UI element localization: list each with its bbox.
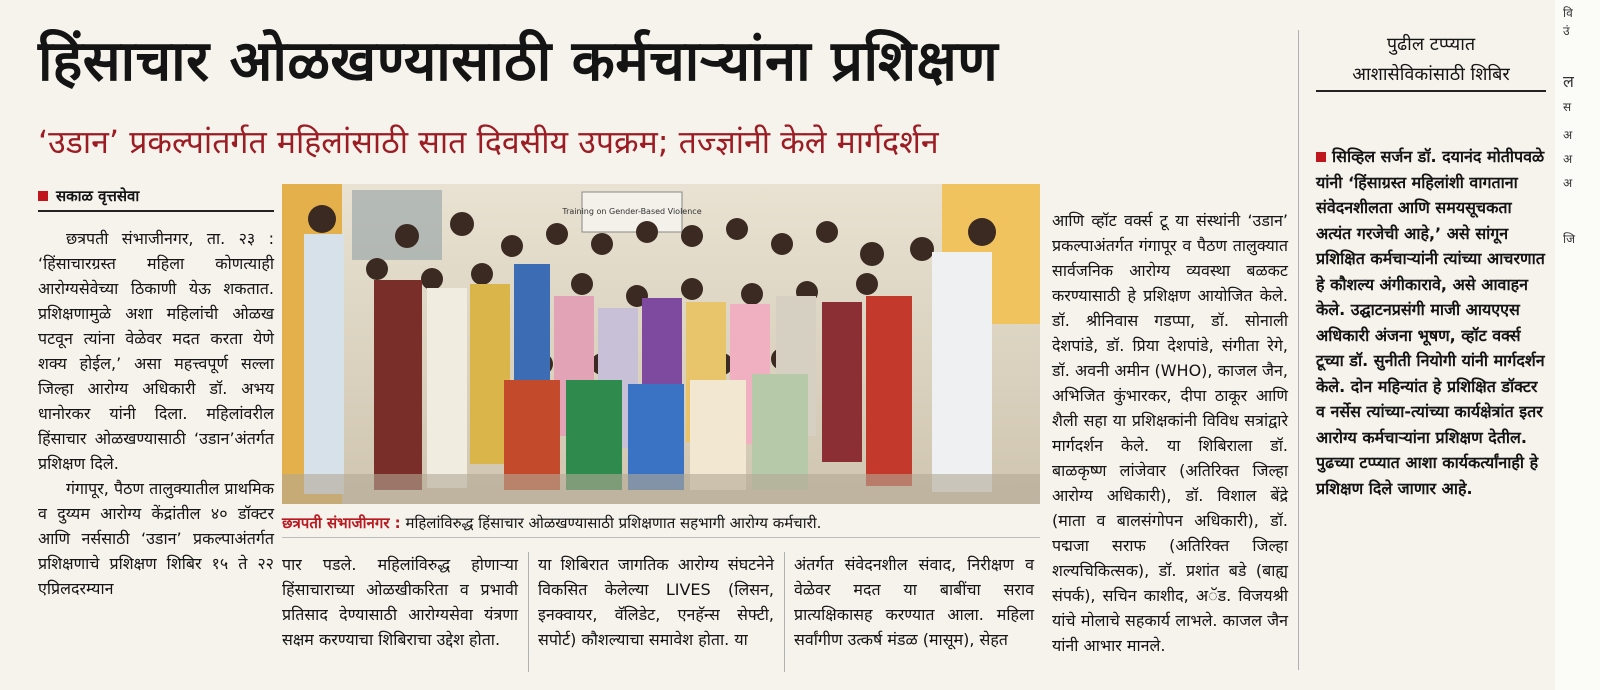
article-column-1 <box>38 226 274 601</box>
edge-fragment: वि <box>1563 6 1573 20</box>
edge-fragment: अ <box>1563 176 1573 190</box>
edge-fragment: अ <box>1563 128 1573 142</box>
edge-fragment: जि <box>1563 232 1576 246</box>
article-paragraph: आणि व्हॉट वर्क्स टू या संस्थांनी ‘उडान’ प्रकल्पाअंतर्गत गंगापूर व पैठण तालुक्यात सार्वजनिक आरोग्य व्यवस्था बळकट करण्यासाठी हे प्रशिक्षण आयोजित केले. डॉ. श्रीनिवास गडप्पा, डॉ. सोनाली देशपांडे, डॉ. प्रिया देशपांडे, संगीता रेगे, डॉ. अवनी अमीन (WHO), काजल जैन, अभिजित कुंभारकर, दीपा ठाकूर आणि शैली सहा या प्रशिक्षकांनी विविध सत्रांद्वारे मार्गदर्शन केले. या शिबिराला डॉ. बाळकृष्ण लांजेवार (अतिरिक्त जिल्हा आरोग्य अधिकारी), डॉ. विशाल बेंद्रे (माता व बालसंगोपन अधिकारी), डॉ. पद्मजा सराफ (अतिरिक्त जिल्हा शल्यचिकित्सक), डॉ. प्रशांत बडे (बाह्य संपर्क), सचिन काशीद, अॅड. विजयश्री यांचे मोलाचे सहकार्य लाभले. काजल जैन यांनी आभार मानले. <box>1052 211 1288 655</box>
article-column-a <box>282 552 518 652</box>
article-paragraph: अंतर्गत संवेदनशील संवाद, निरीक्षण व वेळेवर मदत या बाबींचा सराव प्रात्यक्षिकासह करण्यात आला. महिला सर्वांगीण उत्कर्ष मंडळ (मासूम), सेहत <box>794 555 1034 649</box>
edge-fragment: उं <box>1563 24 1570 38</box>
article-column-c <box>794 552 1034 652</box>
article-paragraph: गंगापूर, पैठण तालुक्यातील प्राथमिक व दुय्यम आरोग्य केंद्रांतील ४० डॉक्टर आणि नर्ससाठी ‘उडान’ प्रकल्पाअंतर्गत प्रशिक्षणाचे प्रशिक्षण शिबिर १५ ते २२ एप्रिलदरम्यान <box>38 479 274 598</box>
adjacent-page-edge <box>1555 0 1600 690</box>
article-column-right <box>1052 208 1288 658</box>
group-photo <box>282 184 1040 504</box>
group-photo-image <box>282 184 1040 504</box>
column-divider <box>1298 30 1299 670</box>
sidebar-text: सिव्हिल सर्जन डॉ. दयानंद मोतीपवळे यांनी ‘हिंसाग्रस्त महिलांशी वागताना संवेदनशीलता आणि समयसूचकता अत्यंत गरजेची आहे,’ असे सांगून प्रशिक्षित कर्मचाऱ्यांनी त्यांच्या आचरणात हे कौशल्य अंगीकारावे, असे आवाहन केले. उद्घाटनप्रसंगी माजी आयएएस अधिकारी अंजना भूषण, व्हॉट वर्क्स टूच्या डॉ. सुनीती नियोगी यांनी मार्गदर्शन केले. दोन महिन्यांत हे प्रशिक्षित डॉक्टर व नर्सेस त्यांच्या-त्यांच्या कार्यक्षेत्रांत इतर आरोग्य कर्मचाऱ्यांना प्रशिक्षण देतील. पुढच्या टप्प्यात आशा कार्यकर्त्यांनाही हे प्रशिक्षण दिले जाणार आहे. <box>1316 147 1545 498</box>
sidebar-kicker <box>1316 30 1546 92</box>
photo-caption <box>282 508 1040 538</box>
column-divider <box>784 552 785 672</box>
edge-fragment: स <box>1563 100 1572 114</box>
article-column-b <box>538 552 774 652</box>
article-paragraph: पार पडले. महिलांविरुद्ध होणाऱ्या हिंसाचाराच्या ओळखीकरिता व प्रभावी प्रतिसाद देण्यासाठी आरोग्यसेवा यंत्रणा सक्षम करण्याचा शिबिराचा उद्देश होता. <box>282 555 518 649</box>
sidebar-kicker-line2: आशासेविकांसाठी शिबिर <box>1316 60 1546 92</box>
article-paragraph: छत्रपती संभाजीनगर, ता. २३ : ‘हिंसाचारग्रस्त महिला कोणत्याही आरोग्यसेवेच्या ठिकाणी येऊ शकतात. प्रशिक्षणामुळे अशा महिलांची ओळख पटवून त्यांना वेळेवर मदत करता येणे शक्य होईल,’ असा महत्त्वपूर्ण सल्ला जिल्हा आरोग्य अधिकारी डॉ. अभय धानोरकर यांनी दिला. महिलांवरील हिंसाचार ओळखण्यासाठी ‘उडान’अंतर्गत प्रशिक्षण दिले. <box>38 229 274 473</box>
edge-fragment: ल <box>1563 72 1574 91</box>
sidebar-kicker-line1: पुढील टप्प्यात <box>1386 34 1476 55</box>
sidebar-body <box>1316 144 1546 501</box>
subheadline: ‘उडान’ प्रकल्पांतर्गत महिलांसाठी सात दिवसीय उपक्रम; तज्ज्ञांनी केले मार्गदर्शन <box>38 123 939 161</box>
byline <box>38 182 274 212</box>
banner-text: Training on Gender-Based Violence <box>562 207 702 216</box>
column-divider <box>528 552 529 672</box>
bullet-square-icon <box>1316 152 1326 162</box>
byline-text: सकाळ वृत्तसेवा <box>56 187 140 205</box>
caption-text: महिलांविरुद्ध हिंसाचार ओळखण्यासाठी प्रशिक्षणात सहभागी आरोग्य कर्मचारी. <box>405 514 822 532</box>
article-paragraph: या शिबिरात जागतिक आरोग्य संघटनेने विकसित केलेल्या LIVES (लिसन, इनक्वायर, वॅलिडेट, एनहॅन्स सेफ्टी, सपोर्ट) कौशल्याचा समावेश होता. या <box>538 555 774 649</box>
caption-place: छत्रपती संभाजीनगर : <box>282 514 401 532</box>
headline: हिंसाचार ओळखण्यासाठी कर्मचाऱ्यांना प्रशिक्षण <box>38 29 999 94</box>
edge-fragment: अ <box>1563 152 1573 166</box>
bullet-square-icon <box>38 191 48 201</box>
